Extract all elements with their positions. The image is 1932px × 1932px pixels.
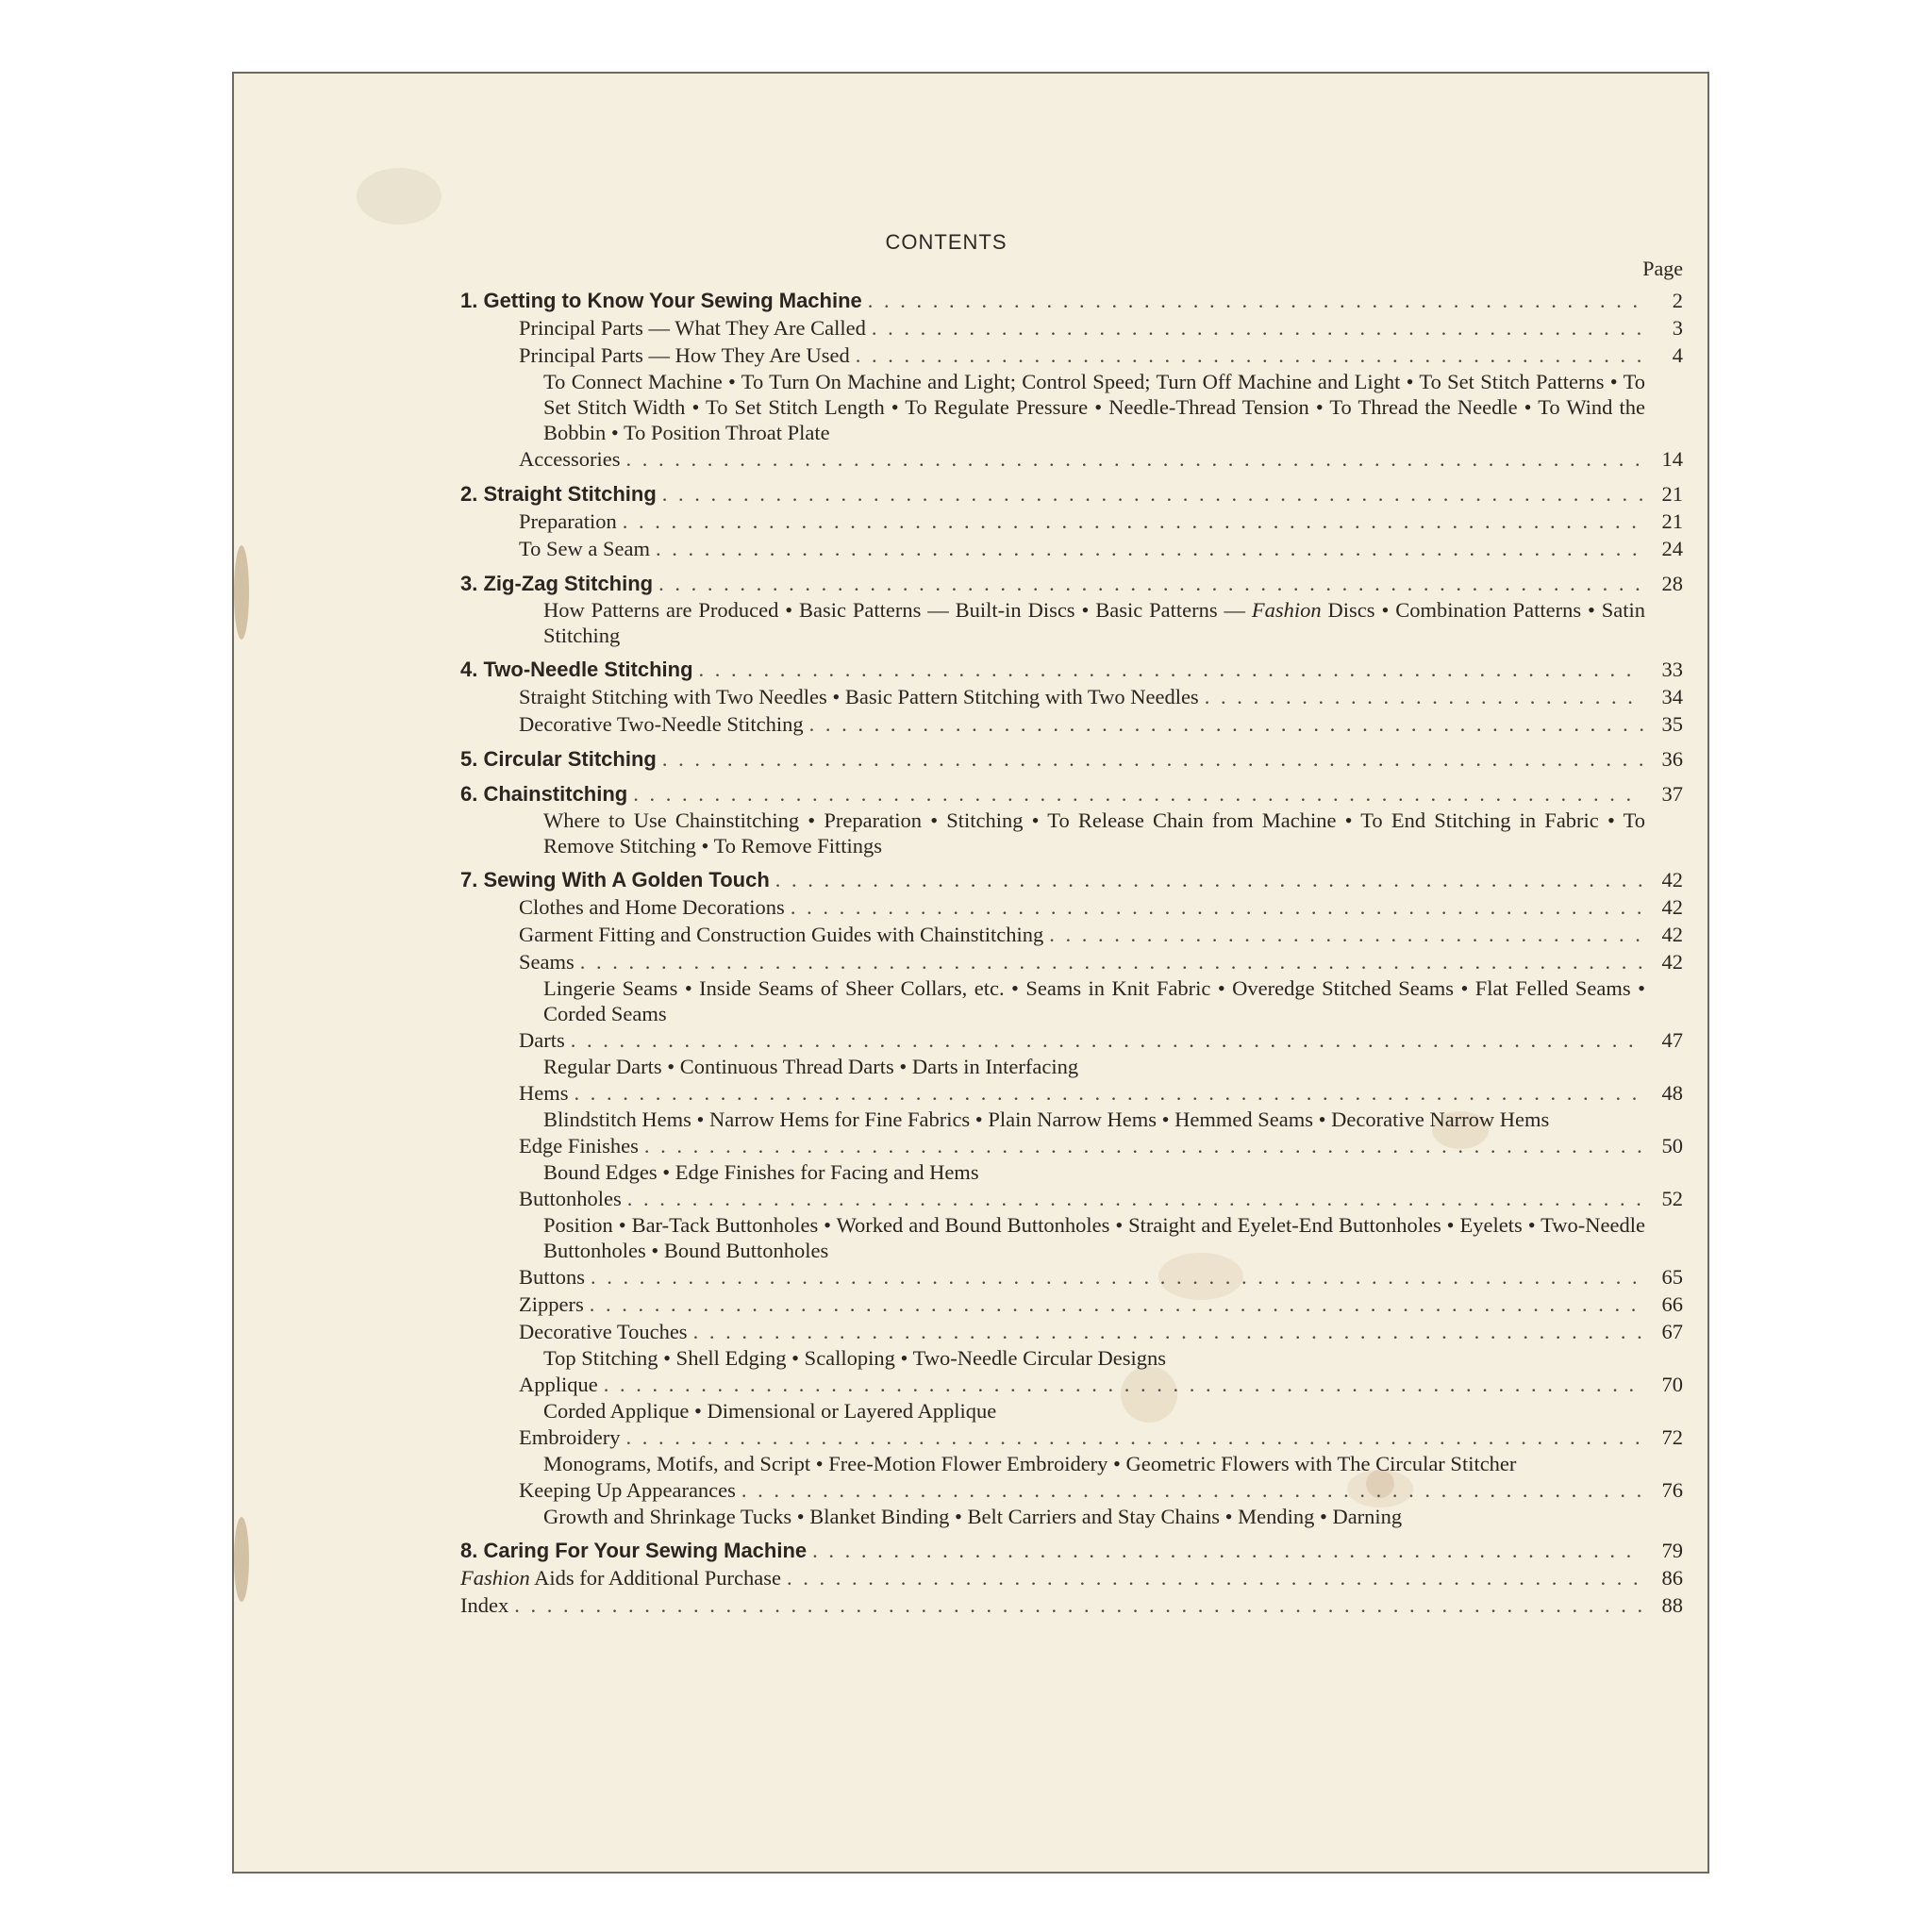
entry-title: Decorative Touches — [519, 1320, 688, 1343]
page-number: 42 — [1661, 868, 1683, 891]
dot-leader — [1043, 921, 1643, 948]
section-gap — [460, 1529, 1696, 1537]
entry-title: Principal Parts — What They Are Called — [519, 316, 866, 340]
dot-leader — [693, 656, 1643, 683]
entry-description: Lingerie Seams • Inside Seams of Sheer Collars, etc. • Seams in Knit Fabric • Overedge Stitched Seams • Flat Felled Seams • Corded Seams — [543, 976, 1645, 1025]
dot-leader — [627, 780, 1643, 808]
dot-leader — [657, 745, 1643, 773]
dot-leader — [807, 1537, 1643, 1564]
dot-leader — [781, 1564, 1643, 1591]
toc-chapter[interactable] — [460, 480, 1696, 508]
page-number: 21 — [1661, 482, 1683, 506]
toc-entry[interactable] — [460, 948, 1696, 975]
entry-title: To Sew a Seam — [519, 537, 651, 560]
entry-description: How Patterns are Produced • Basic Patterns — Built-in Discs • Basic Patterns — Fashion Discs • Combination Patterns • Satin Stitching — [543, 598, 1646, 647]
toc-entry[interactable] — [460, 1564, 1696, 1591]
section-gap — [460, 858, 1696, 866]
page-number: 66 — [1661, 1292, 1683, 1316]
entry-leader-line — [460, 570, 1643, 597]
toc-chapter[interactable] — [460, 287, 1696, 314]
dot-leader — [862, 287, 1643, 314]
dot-leader — [639, 1132, 1643, 1159]
chapter-title: 3. Zig-Zag Stitching — [460, 572, 654, 595]
chapter-title: 4. Two-Needle Stitching — [460, 658, 693, 681]
toc-entry[interactable] — [460, 314, 1696, 341]
entry-leader-line — [519, 314, 1643, 341]
entry-leader-line — [519, 948, 1643, 975]
dot-leader — [850, 341, 1643, 369]
page-number: 67 — [1661, 1320, 1683, 1343]
dot-leader — [1199, 683, 1643, 710]
page-number: 47 — [1661, 1028, 1683, 1052]
entry-description: Blindstitch Hems • Narrow Hems for Fine Fabrics • Plain Narrow Hems • Hemmed Seams • Decorative Narrow Hems — [543, 1108, 1550, 1131]
fashion-italic: Fashion — [460, 1566, 530, 1590]
entry-leader-line — [460, 866, 1643, 893]
entry-leader-line — [519, 1318, 1643, 1345]
entry-leader-line — [519, 535, 1643, 562]
stain — [234, 1517, 249, 1602]
page-number: 86 — [1661, 1566, 1683, 1590]
chapter-title: 1. Getting to Know Your Sewing Machine — [460, 289, 862, 312]
toc-entry[interactable] — [460, 1079, 1696, 1107]
toc-entry[interactable] — [460, 341, 1696, 369]
entry-leader-line — [519, 1132, 1643, 1159]
page-number: 88 — [1661, 1593, 1683, 1617]
entry-title: Buttons — [519, 1265, 586, 1289]
dot-leader — [584, 1291, 1643, 1318]
dot-leader — [622, 1185, 1643, 1212]
entry-title: Keeping Up Appearances — [519, 1478, 736, 1502]
entry-leader-line — [460, 780, 1643, 808]
dot-leader — [804, 710, 1643, 738]
page-number: 50 — [1661, 1134, 1683, 1158]
page-number: 35 — [1661, 712, 1683, 736]
page-number: 14 — [1661, 447, 1683, 471]
section-gap — [460, 738, 1696, 745]
chapter-title: 7. Sewing With A Golden Touch — [460, 868, 770, 891]
toc-chapter[interactable] — [460, 570, 1696, 597]
page-number: 70 — [1661, 1373, 1683, 1396]
page-number: 76 — [1661, 1478, 1683, 1502]
dot-leader — [620, 1424, 1643, 1451]
toc-chapter[interactable] — [460, 866, 1696, 893]
toc-chapter[interactable] — [460, 1537, 1696, 1564]
dot-leader — [508, 1591, 1643, 1619]
entry-title: Garment Fitting and Construction Guides with Chainstitching — [519, 923, 1044, 946]
entry-title: Fashion Aids for Additional Purchase — [460, 1566, 781, 1590]
entry-description: Where to Use Chainstitching • Preparation • Stitching • To Release Chain from Machine • To End Stitching in Fabric • To Remove Stitching • To Remove Fittings — [543, 808, 1645, 858]
entry-leader-line — [519, 1371, 1643, 1398]
entry-leader-line — [460, 1564, 1643, 1591]
entry-description: Growth and Shrinkage Tucks • Blanket Binding • Belt Carriers and Stay Chains • Mending • Darning — [543, 1505, 1403, 1528]
toc-entry[interactable] — [460, 1476, 1696, 1504]
chapter-title: 8. Caring For Your Sewing Machine — [460, 1539, 808, 1562]
page-number: 42 — [1661, 895, 1683, 919]
dot-leader — [575, 948, 1643, 975]
entry-leader-line — [519, 893, 1643, 921]
toc-entry[interactable] — [460, 1371, 1696, 1398]
toc-chapter[interactable] — [460, 745, 1696, 773]
dot-leader — [565, 1026, 1643, 1054]
dot-leader — [653, 570, 1643, 597]
entry-title: Applique — [519, 1373, 598, 1396]
toc-entry[interactable] — [460, 508, 1696, 535]
entry-leader-line — [460, 745, 1643, 773]
entry-leader-line — [460, 1537, 1643, 1564]
entry-title: Decorative Two-Needle Stitching — [519, 712, 804, 736]
entry-leader-line — [460, 656, 1643, 683]
page-number: 36 — [1661, 747, 1683, 771]
entry-title: Straight Stitching with Two Needles • Basic Pattern Stitching with Two Needles — [519, 685, 1199, 708]
toc-entry[interactable] — [460, 535, 1696, 562]
toc-entry[interactable] — [460, 921, 1696, 948]
chapter-title: 2. Straight Stitching — [460, 482, 657, 506]
entry-description: Corded Applique • Dimensional or Layered Applique — [543, 1399, 997, 1423]
entry-leader-line — [519, 710, 1643, 738]
entry-leader-line — [519, 341, 1643, 369]
page-number: 42 — [1661, 950, 1683, 974]
entry-title: Darts — [519, 1028, 565, 1052]
toc-entry[interactable] — [460, 683, 1696, 710]
page-column-header: Page — [1642, 257, 1683, 280]
toc-entry[interactable] — [460, 1318, 1696, 1345]
entry-leader-line — [519, 1079, 1643, 1107]
page-number: 79 — [1661, 1539, 1683, 1562]
stain — [357, 168, 441, 225]
dot-leader — [688, 1318, 1643, 1345]
entry-leader-line — [519, 1026, 1643, 1054]
page-number: 37 — [1661, 782, 1683, 806]
entry-title: Edge Finishes — [519, 1134, 639, 1158]
page-number: 21 — [1661, 509, 1683, 533]
fashion-italic: Fashion — [1251, 598, 1322, 622]
toc-entry[interactable] — [460, 1424, 1696, 1451]
entry-title: Clothes and Home Decorations — [519, 895, 785, 919]
entry-title: Zippers — [519, 1292, 584, 1316]
toc-entry[interactable] — [460, 1591, 1696, 1619]
page-number: 48 — [1661, 1081, 1683, 1105]
entry-leader-line — [519, 445, 1643, 473]
stain — [234, 545, 249, 640]
dot-leader — [770, 866, 1643, 893]
page-number: 24 — [1661, 537, 1683, 560]
toc-entry[interactable] — [460, 1291, 1696, 1318]
dot-leader — [866, 314, 1643, 341]
entry-description: To Connect Machine • To Turn On Machine and Light; Control Speed; Turn Off Machine and Light • To Set Stitch Patterns • To Set Stitch Width • To Set Stitch Length • To Regulate Pressure • Needle-Thread Tension • To Thread the Needle • To Wind the Bobbin • To Position Throat Plate — [543, 370, 1645, 444]
toc-entry[interactable] — [460, 893, 1696, 921]
entry-leader-line — [460, 480, 1643, 508]
entry-leader-line — [519, 1424, 1643, 1451]
entry-title: Accessories — [519, 447, 621, 471]
entry-leader-line — [519, 1263, 1643, 1291]
toc-entry[interactable] — [460, 1132, 1696, 1159]
dot-leader — [785, 893, 1643, 921]
toc-entry[interactable] — [460, 1026, 1696, 1054]
entry-leader-line — [519, 508, 1643, 535]
entry-description: Bound Edges • Edge Finishes for Facing and Hems — [543, 1160, 979, 1184]
contents-title: CONTENTS — [885, 230, 1008, 254]
page-number: 72 — [1661, 1425, 1683, 1449]
entry-leader-line — [519, 1185, 1643, 1212]
page-number: 33 — [1661, 658, 1683, 681]
section-gap — [460, 562, 1696, 570]
entry-description: Regular Darts • Continuous Thread Darts • Darts in Interfacing — [543, 1055, 1079, 1078]
dot-leader — [657, 480, 1643, 508]
dot-leader — [598, 1371, 1643, 1398]
entry-leader-line — [519, 683, 1643, 710]
toc-entry[interactable] — [460, 710, 1696, 738]
chapter-title: 6. Chainstitching — [460, 782, 628, 806]
entry-title: Buttonholes — [519, 1187, 622, 1210]
section-gap — [460, 773, 1696, 780]
toc-chapter[interactable] — [460, 780, 1696, 808]
dot-leader — [620, 445, 1643, 473]
dot-leader — [650, 535, 1643, 562]
toc-entry[interactable] — [460, 445, 1696, 473]
section-gap — [460, 648, 1696, 656]
dot-leader — [585, 1263, 1643, 1291]
entry-title: Index — [460, 1593, 509, 1617]
entry-title: Embroidery — [519, 1425, 621, 1449]
entry-title: Principal Parts — How They Are Used — [519, 343, 850, 367]
entry-title: Seams — [519, 950, 575, 974]
page-number: 4 — [1672, 343, 1683, 367]
toc-entries — [460, 287, 1696, 1619]
toc-entry[interactable] — [460, 1185, 1696, 1212]
entry-description: Top Stitching • Shell Edging • Scalloping • Two-Needle Circular Designs — [543, 1346, 1166, 1370]
page-number: 34 — [1661, 685, 1683, 708]
scanned-page — [232, 72, 1709, 1874]
page-number: 3 — [1672, 316, 1683, 340]
entry-leader-line — [519, 1476, 1643, 1504]
entry-description: Position • Bar-Tack Buttonholes • Worked and Bound Buttonholes • Straight and Eyelet-End Buttonholes • Eyelets • Two-Needle Buttonholes • Bound Buttonholes — [543, 1213, 1645, 1262]
dot-leader — [736, 1476, 1643, 1504]
entry-description: Monograms, Motifs, and Script • Free-Motion Flower Embroidery • Geometric Flowers with The Circular Stitcher — [543, 1452, 1517, 1475]
page-number: 42 — [1661, 923, 1683, 946]
entry-leader-line — [460, 287, 1643, 314]
toc-entry[interactable] — [460, 1263, 1696, 1291]
page-number: 65 — [1661, 1265, 1683, 1289]
toc-chapter[interactable] — [460, 656, 1696, 683]
page-number: 52 — [1661, 1187, 1683, 1210]
page-number: 2 — [1672, 289, 1683, 312]
chapter-title: 5. Circular Stitching — [460, 747, 657, 771]
entry-leader-line — [519, 1291, 1643, 1318]
entry-title: Hems — [519, 1081, 569, 1105]
entry-leader-line — [519, 921, 1643, 948]
entry-title: Preparation — [519, 509, 617, 533]
dot-leader — [569, 1079, 1644, 1107]
section-gap — [460, 473, 1696, 480]
page-number: 28 — [1661, 572, 1683, 595]
entry-leader-line — [460, 1591, 1643, 1619]
dot-leader — [617, 508, 1643, 535]
